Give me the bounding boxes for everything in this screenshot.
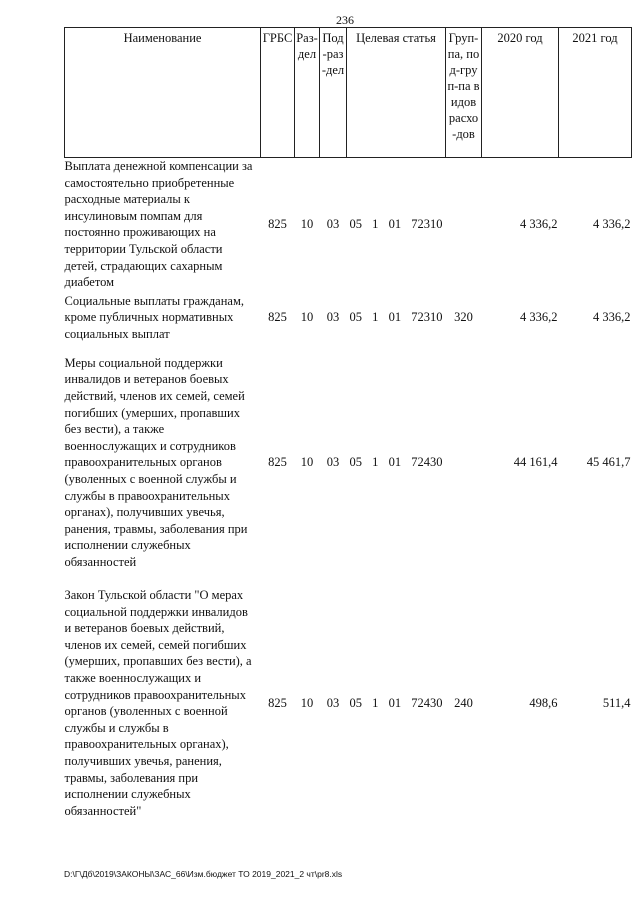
row-grbs: 825: [268, 310, 287, 325]
ts-direction: 72310: [411, 310, 443, 325]
ts-event: 01: [388, 455, 402, 470]
header-razdel: Раз-дел: [295, 28, 320, 158]
row-target-article: [347, 291, 446, 345]
row-razdel: 10: [300, 455, 314, 470]
row-amount-2020: 44 161,4: [513, 455, 558, 470]
ts-direction: 72430: [411, 455, 443, 470]
ts-direction: 72310: [411, 217, 443, 232]
ts-direction: 72430: [411, 695, 443, 710]
row-name: Меры социальной поддержки инвалидов и ветеранов боевых действий, членов их семей, семей погибших (умерших, пропавших без вести), а также военнослужащих и сотрудников правоохранительных органов (уволенных с военной службы и службы в правоохранительных органах), получивших увечья, ранения, травмы, заболевания при исполнении служебных обязанностей: [64, 355, 248, 570]
row-target-article: [347, 158, 446, 291]
page-number: 236: [336, 13, 354, 27]
header-year-2020: 2020 год: [482, 28, 559, 158]
header-group: Груп-па, под-груп-па видов расхо-дов: [446, 28, 482, 158]
table-row: [65, 581, 632, 826]
ts-subprogram: 1: [372, 695, 379, 710]
row-name: Выплата денежной компенсации за самостоятельно приобретенные расходные материалы к инсулиновым помпам для постоянно проживающих на территории Тульской области детей, страдающих сахарным диабетом: [64, 159, 253, 290]
row-grbs: 825: [268, 217, 287, 232]
row-amount-2020: 498,6: [529, 695, 558, 710]
row-podrazdel: 03: [326, 455, 340, 470]
row-target-article: [347, 581, 446, 826]
ts-subprogram: 1: [372, 455, 379, 470]
row-amount-2021: 511,4: [602, 695, 631, 710]
table-row: [65, 345, 632, 581]
row-group: [446, 345, 482, 581]
row-name: Социальные выплаты гражданам, кроме публичных нормативных социальных выплат: [64, 293, 245, 342]
row-razdel: 10: [300, 695, 314, 710]
ts-event: 01: [388, 217, 402, 232]
header-grbs: ГРБС: [261, 28, 295, 158]
row-name: Закон Тульской области "О мерах социальной поддержки инвалидов и ветеранов боевых действий, членов их семей, семей погибших (умерших, пропавших без вести), а также военнослужащих и сотрудников правоохранительных органов (уволенных с военной службы и службы в правоохранительных органах), получивших увечья, ранения, травмы, заболевания при исполнении служебных обязанностей": [64, 588, 252, 818]
budget-table: [64, 27, 632, 826]
ts-program: 05: [349, 217, 362, 232]
row-amount-2021: 4 336,2: [593, 310, 631, 325]
table-header-row: [65, 28, 632, 158]
row-grbs: 825: [268, 455, 287, 470]
table-row: [65, 291, 632, 345]
ts-event: 01: [388, 695, 402, 710]
header-target-article: Целевая статья: [347, 28, 446, 158]
ts-subprogram: 1: [372, 310, 379, 325]
row-amount-2020: 4 336,2: [520, 217, 558, 232]
row-podrazdel: 03: [326, 217, 340, 232]
row-group: [446, 158, 482, 291]
row-group: 320: [454, 310, 473, 325]
row-podrazdel: 03: [326, 695, 340, 710]
ts-event: 01: [388, 310, 402, 325]
row-grbs: 825: [268, 695, 287, 710]
row-razdel: 10: [300, 217, 314, 232]
row-amount-2020: 4 336,2: [520, 310, 558, 325]
table-row: [65, 158, 632, 291]
header-name: Наименование: [65, 28, 261, 158]
header-year-2021: 2021 год: [559, 28, 632, 158]
header-podrazdel: Под-раз-дел: [320, 28, 347, 158]
ts-program: 05: [349, 695, 362, 710]
row-target-article: [347, 345, 446, 581]
ts-program: 05: [349, 310, 362, 325]
ts-program: 05: [349, 455, 362, 470]
row-amount-2021: 4 336,2: [593, 217, 631, 232]
row-amount-2021: 45 461,7: [586, 455, 631, 470]
row-podrazdel: 03: [326, 310, 340, 325]
file-path-footer: D:\Г\Дб\2019\ЗАКОНЫ\ЗАС_66\Изм.бюджет ТО 2019_2021_2 чт\pr8.xls: [64, 869, 343, 879]
ts-subprogram: 1: [372, 217, 379, 232]
row-razdel: 10: [300, 310, 314, 325]
row-group: 240: [454, 695, 473, 710]
